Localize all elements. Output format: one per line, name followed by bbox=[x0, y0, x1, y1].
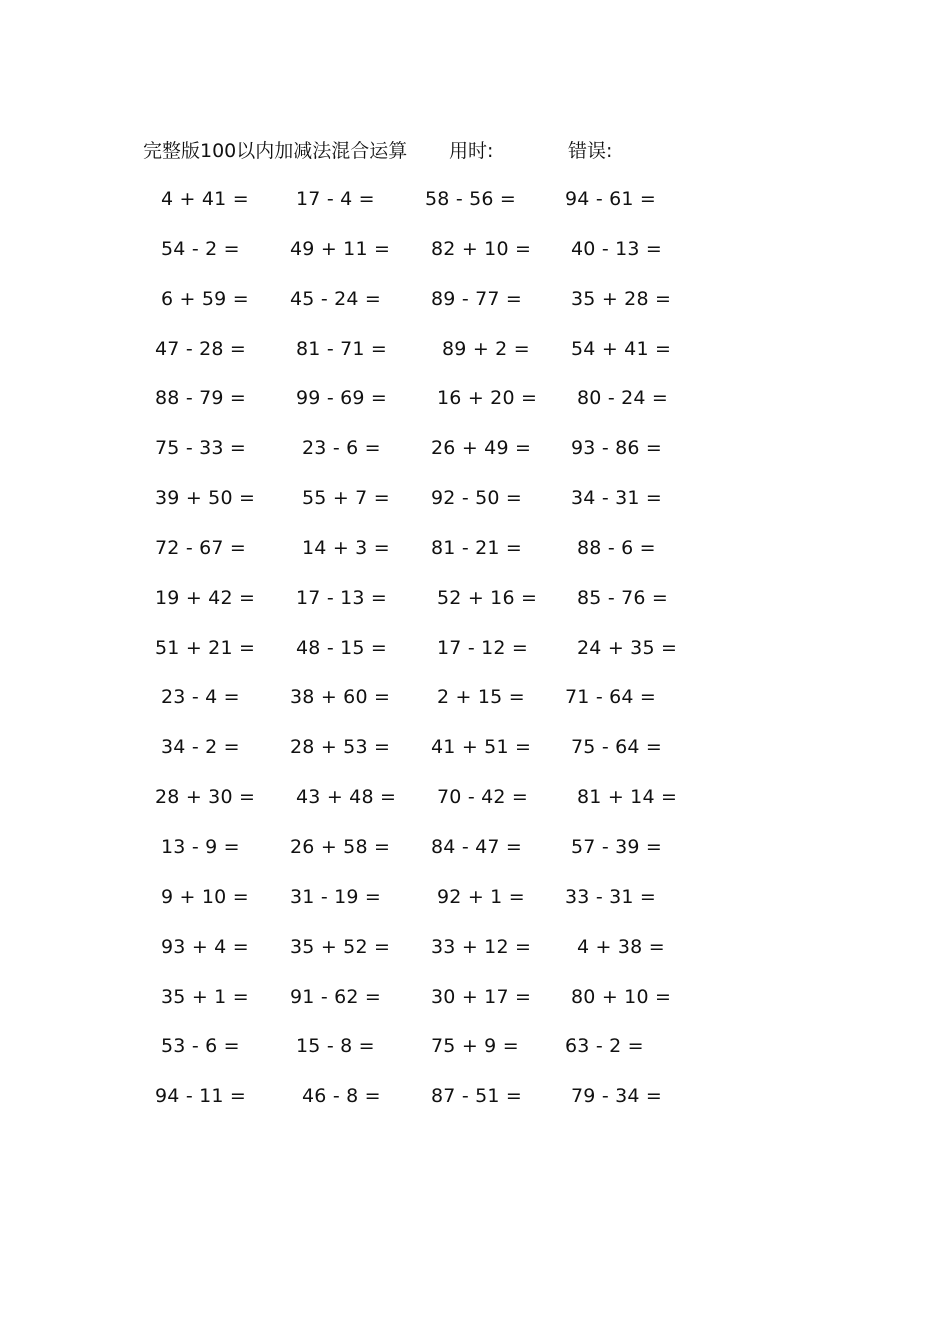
problem-cell: 14 + 3 = bbox=[302, 536, 390, 559]
problem-cell: 23 - 4 = bbox=[161, 686, 240, 709]
problem-cell: 17 - 12 = bbox=[437, 636, 529, 659]
problem-cell: 54 + 41 = bbox=[571, 337, 672, 360]
problem-cell: 91 - 62 = bbox=[290, 985, 382, 1008]
problem-cell: 46 - 8 = bbox=[302, 1085, 381, 1108]
problem-cell: 33 + 12 = bbox=[431, 935, 532, 958]
problem-cell: 88 - 79 = bbox=[155, 387, 247, 410]
problem-cell: 79 - 34 = bbox=[571, 1085, 663, 1108]
problem-row bbox=[0, 1082, 950, 1132]
problem-cell: 75 - 33 = bbox=[155, 437, 247, 460]
errors-label: 错误: bbox=[568, 140, 613, 162]
problem-cell: 93 - 86 = bbox=[571, 437, 663, 460]
problem-cell: 55 + 7 = bbox=[302, 487, 390, 510]
problem-cell: 99 - 69 = bbox=[296, 387, 388, 410]
problem-row bbox=[0, 683, 950, 733]
problem-cell: 51 + 21 = bbox=[155, 636, 256, 659]
problem-cell: 33 - 31 = bbox=[565, 885, 657, 908]
problem-cell: 28 + 30 = bbox=[155, 786, 256, 809]
problem-cell: 16 + 20 = bbox=[437, 387, 538, 410]
problem-cell: 19 + 42 = bbox=[155, 586, 256, 609]
problem-cell: 54 - 2 = bbox=[161, 237, 240, 260]
problem-cell: 49 + 11 = bbox=[290, 237, 391, 260]
problem-cell: 4 + 41 = bbox=[161, 188, 249, 210]
problem-row bbox=[0, 983, 950, 1033]
problem-cell: 28 + 53 = bbox=[290, 736, 391, 759]
problem-cell: 4 + 38 = bbox=[577, 935, 665, 958]
problem-cell: 35 + 52 = bbox=[290, 935, 391, 958]
problem-cell: 45 - 24 = bbox=[290, 287, 382, 310]
problem-cell: 94 - 61 = bbox=[565, 188, 657, 210]
problem-cell: 26 + 58 = bbox=[290, 835, 391, 858]
problem-row bbox=[0, 285, 950, 335]
problem-cell: 58 - 56 = bbox=[425, 188, 517, 210]
problem-cell: 88 - 6 = bbox=[577, 536, 656, 559]
problem-row bbox=[0, 434, 950, 484]
problem-cell: 57 - 39 = bbox=[571, 835, 663, 858]
problem-cell: 47 - 28 = bbox=[155, 337, 247, 360]
problem-row bbox=[0, 235, 950, 285]
problem-cell: 38 + 60 = bbox=[290, 686, 391, 709]
time-label: 用时: bbox=[449, 140, 494, 162]
problem-cell: 80 - 24 = bbox=[577, 387, 669, 410]
problem-cell: 92 + 1 = bbox=[437, 885, 525, 908]
problem-row bbox=[0, 384, 950, 434]
problem-cell: 13 - 9 = bbox=[161, 835, 240, 858]
problem-cell: 71 - 64 = bbox=[565, 686, 657, 709]
problem-cell: 39 + 50 = bbox=[155, 487, 256, 510]
problem-row bbox=[0, 185, 950, 235]
problem-cell: 84 - 47 = bbox=[431, 835, 523, 858]
problem-cell: 24 + 35 = bbox=[577, 636, 678, 659]
problem-row bbox=[0, 933, 950, 983]
problem-cell: 31 - 19 = bbox=[290, 885, 382, 908]
problem-row bbox=[0, 883, 950, 933]
problem-cell: 40 - 13 = bbox=[571, 237, 663, 260]
problem-cell: 23 - 6 = bbox=[302, 437, 381, 460]
problem-cell: 43 + 48 = bbox=[296, 786, 397, 809]
problem-cell: 80 + 10 = bbox=[571, 985, 672, 1008]
problem-row bbox=[0, 783, 950, 833]
problem-row bbox=[0, 833, 950, 883]
problem-cell: 41 + 51 = bbox=[431, 736, 532, 759]
problem-cell: 75 + 9 = bbox=[431, 1035, 519, 1058]
problem-cell: 53 - 6 = bbox=[161, 1035, 240, 1058]
problem-cell: 87 - 51 = bbox=[431, 1085, 523, 1108]
problem-cell: 17 - 4 = bbox=[296, 188, 375, 210]
problem-cell: 35 + 28 = bbox=[571, 287, 672, 310]
problem-cell: 81 - 71 = bbox=[296, 337, 388, 360]
problem-cell: 52 + 16 = bbox=[437, 586, 538, 609]
problem-row bbox=[0, 1032, 950, 1082]
problem-cell: 17 - 13 = bbox=[296, 586, 388, 609]
problem-cell: 26 + 49 = bbox=[431, 437, 532, 460]
problem-cell: 81 - 21 = bbox=[431, 536, 523, 559]
worksheet-title: 完整版100以内加减法混合运算 bbox=[143, 140, 408, 162]
problem-row bbox=[0, 484, 950, 534]
problem-cell: 30 + 17 = bbox=[431, 985, 532, 1008]
problem-cell: 2 + 15 = bbox=[437, 686, 525, 709]
problem-cell: 75 - 64 = bbox=[571, 736, 663, 759]
problem-cell: 85 - 76 = bbox=[577, 586, 669, 609]
problem-cell: 82 + 10 = bbox=[431, 237, 532, 260]
problem-row bbox=[0, 733, 950, 783]
problem-row bbox=[0, 584, 950, 634]
problem-cell: 94 - 11 = bbox=[155, 1085, 247, 1108]
problem-cell: 48 - 15 = bbox=[296, 636, 388, 659]
problem-cell: 34 - 31 = bbox=[571, 487, 663, 510]
problem-cell: 89 - 77 = bbox=[431, 287, 523, 310]
problem-row bbox=[0, 634, 950, 684]
problem-cell: 70 - 42 = bbox=[437, 786, 529, 809]
problem-cell: 6 + 59 = bbox=[161, 287, 249, 310]
problem-grid bbox=[0, 185, 950, 1132]
problem-cell: 81 + 14 = bbox=[577, 786, 678, 809]
problem-cell: 89 + 2 = bbox=[442, 337, 530, 360]
problem-cell: 93 + 4 = bbox=[161, 935, 249, 958]
problem-row bbox=[0, 534, 950, 584]
problem-row bbox=[0, 335, 950, 385]
problem-cell: 92 - 50 = bbox=[431, 487, 523, 510]
problem-cell: 63 - 2 = bbox=[565, 1035, 644, 1058]
problem-cell: 35 + 1 = bbox=[161, 985, 249, 1008]
problem-cell: 34 - 2 = bbox=[161, 736, 240, 759]
problem-cell: 72 - 67 = bbox=[155, 536, 247, 559]
problem-cell: 15 - 8 = bbox=[296, 1035, 375, 1058]
problem-cell: 9 + 10 = bbox=[161, 885, 249, 908]
